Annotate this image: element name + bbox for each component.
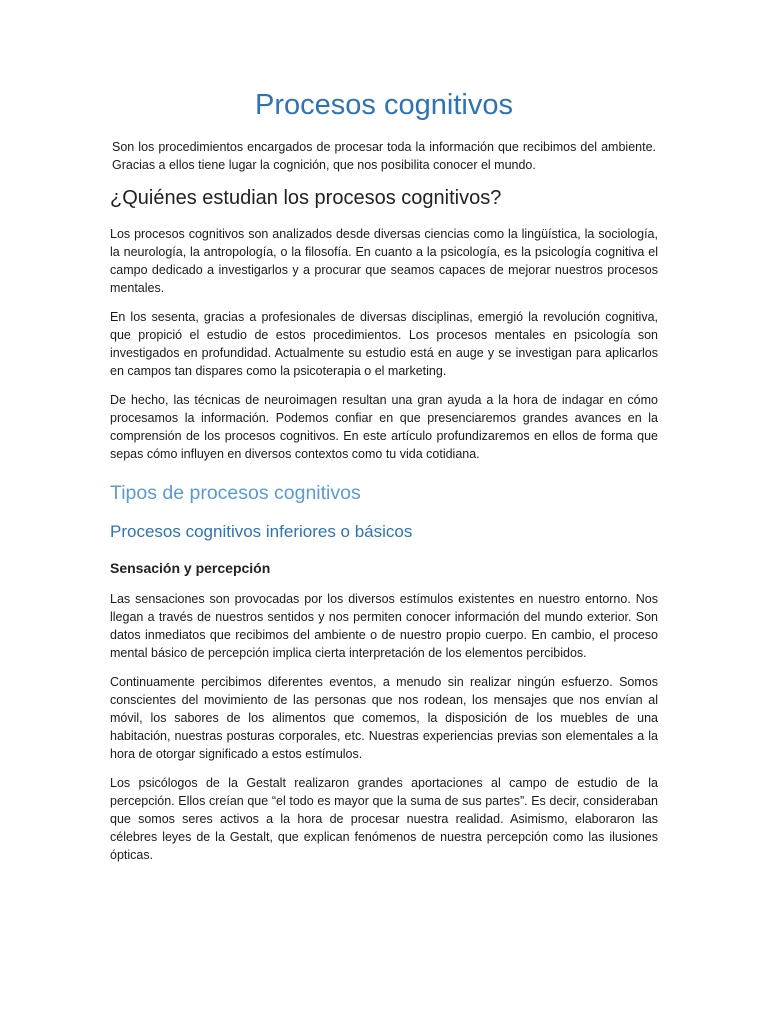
paragraph: De hecho, las técnicas de neuroimagen resultan una gran ayuda a la hora de indagar en cómo procesamos la información. Podemos confiar en que presenciaremos grandes avances en la comprensión de los procesos cognitivos. En este artículo profundizaremos en ellos de forma que sepas cómo influyen en diversos contextos como tu vida cotidiana.: [110, 393, 658, 461]
paragraph: Los psicólogos de la Gestalt realizaron grandes aportaciones al campo de estudio de la percepción. Ellos creían que “el todo es mayor que la suma de sus partes”. Es decir, consideraban que somos seres activos a la hora de procesar nuestra realidad. Asimismo, elaboraron las célebres leyes de la Gestalt, que explican fenómenos de nuestra percepción como las ilusiones ópticas.: [110, 776, 658, 862]
paragraph: En los sesenta, gracias a profesionales de diversas disciplinas, emergió la revolución cognitiva, que propició el estudio de estos procedimientos. Los procesos mentales en psicología son investigados en profundidad. Actualmente su estudio está en auge y se investigan para aplicarlos en campos tan dispares como la psicoterapia o el marketing.: [110, 310, 658, 378]
section-heading-who-studies: ¿Quiénes estudian los procesos cognitivos?: [110, 187, 502, 209]
paragraph: Las sensaciones son provocadas por los diversos estímulos existentes en nuestro entorno. Nos llegan a través de nuestros sentidos y nos permiten conocer información del mundo exterior. Son datos inmediatos que recibimos del ambiente o de nuestro propio cuerpo. En cambio, el proceso mental básico de percepción implica cierta interpretación de los elementos percibidos.: [110, 592, 658, 660]
subheading-basic-processes: Procesos cognitivos inferiores o básicos: [110, 522, 413, 541]
paragraph: Los procesos cognitivos son analizados desde diversas ciencias como la lingüística, la sociología, la neurología, la antropología, o la filosofía. En cuanto a la psicología, es la psicología cognitiva el campo dedicado a investigarlos y a procurar que seamos capaces de mejorar nuestros procesos mentales.: [110, 227, 658, 295]
section-heading-types: Tipos de procesos cognitivos: [110, 482, 361, 504]
page-title: Procesos cognitivos: [255, 89, 513, 121]
paragraph: Continuamente percibimos diferentes eventos, a menudo sin realizar ningún esfuerzo. Somos conscientes del movimiento de las personas que nos rodean, los mensajes que nos envían al móvil, los sabores de los alimentos que comemos, la disposición de los muebles de una habitación, nuestras posturas corporales, etc. Nuestras experiencias previas son elementales a la hora de otorgar significado a estos estímulos.: [110, 675, 658, 761]
subsubheading-sensation-perception: Sensación y percepción: [110, 560, 271, 576]
intro-paragraph: Son los procedimientos encargados de procesar toda la información que recibimos del ambiente. Gracias a ellos tiene lugar la cognición, que nos posibilita conocer el mundo.: [112, 140, 656, 172]
